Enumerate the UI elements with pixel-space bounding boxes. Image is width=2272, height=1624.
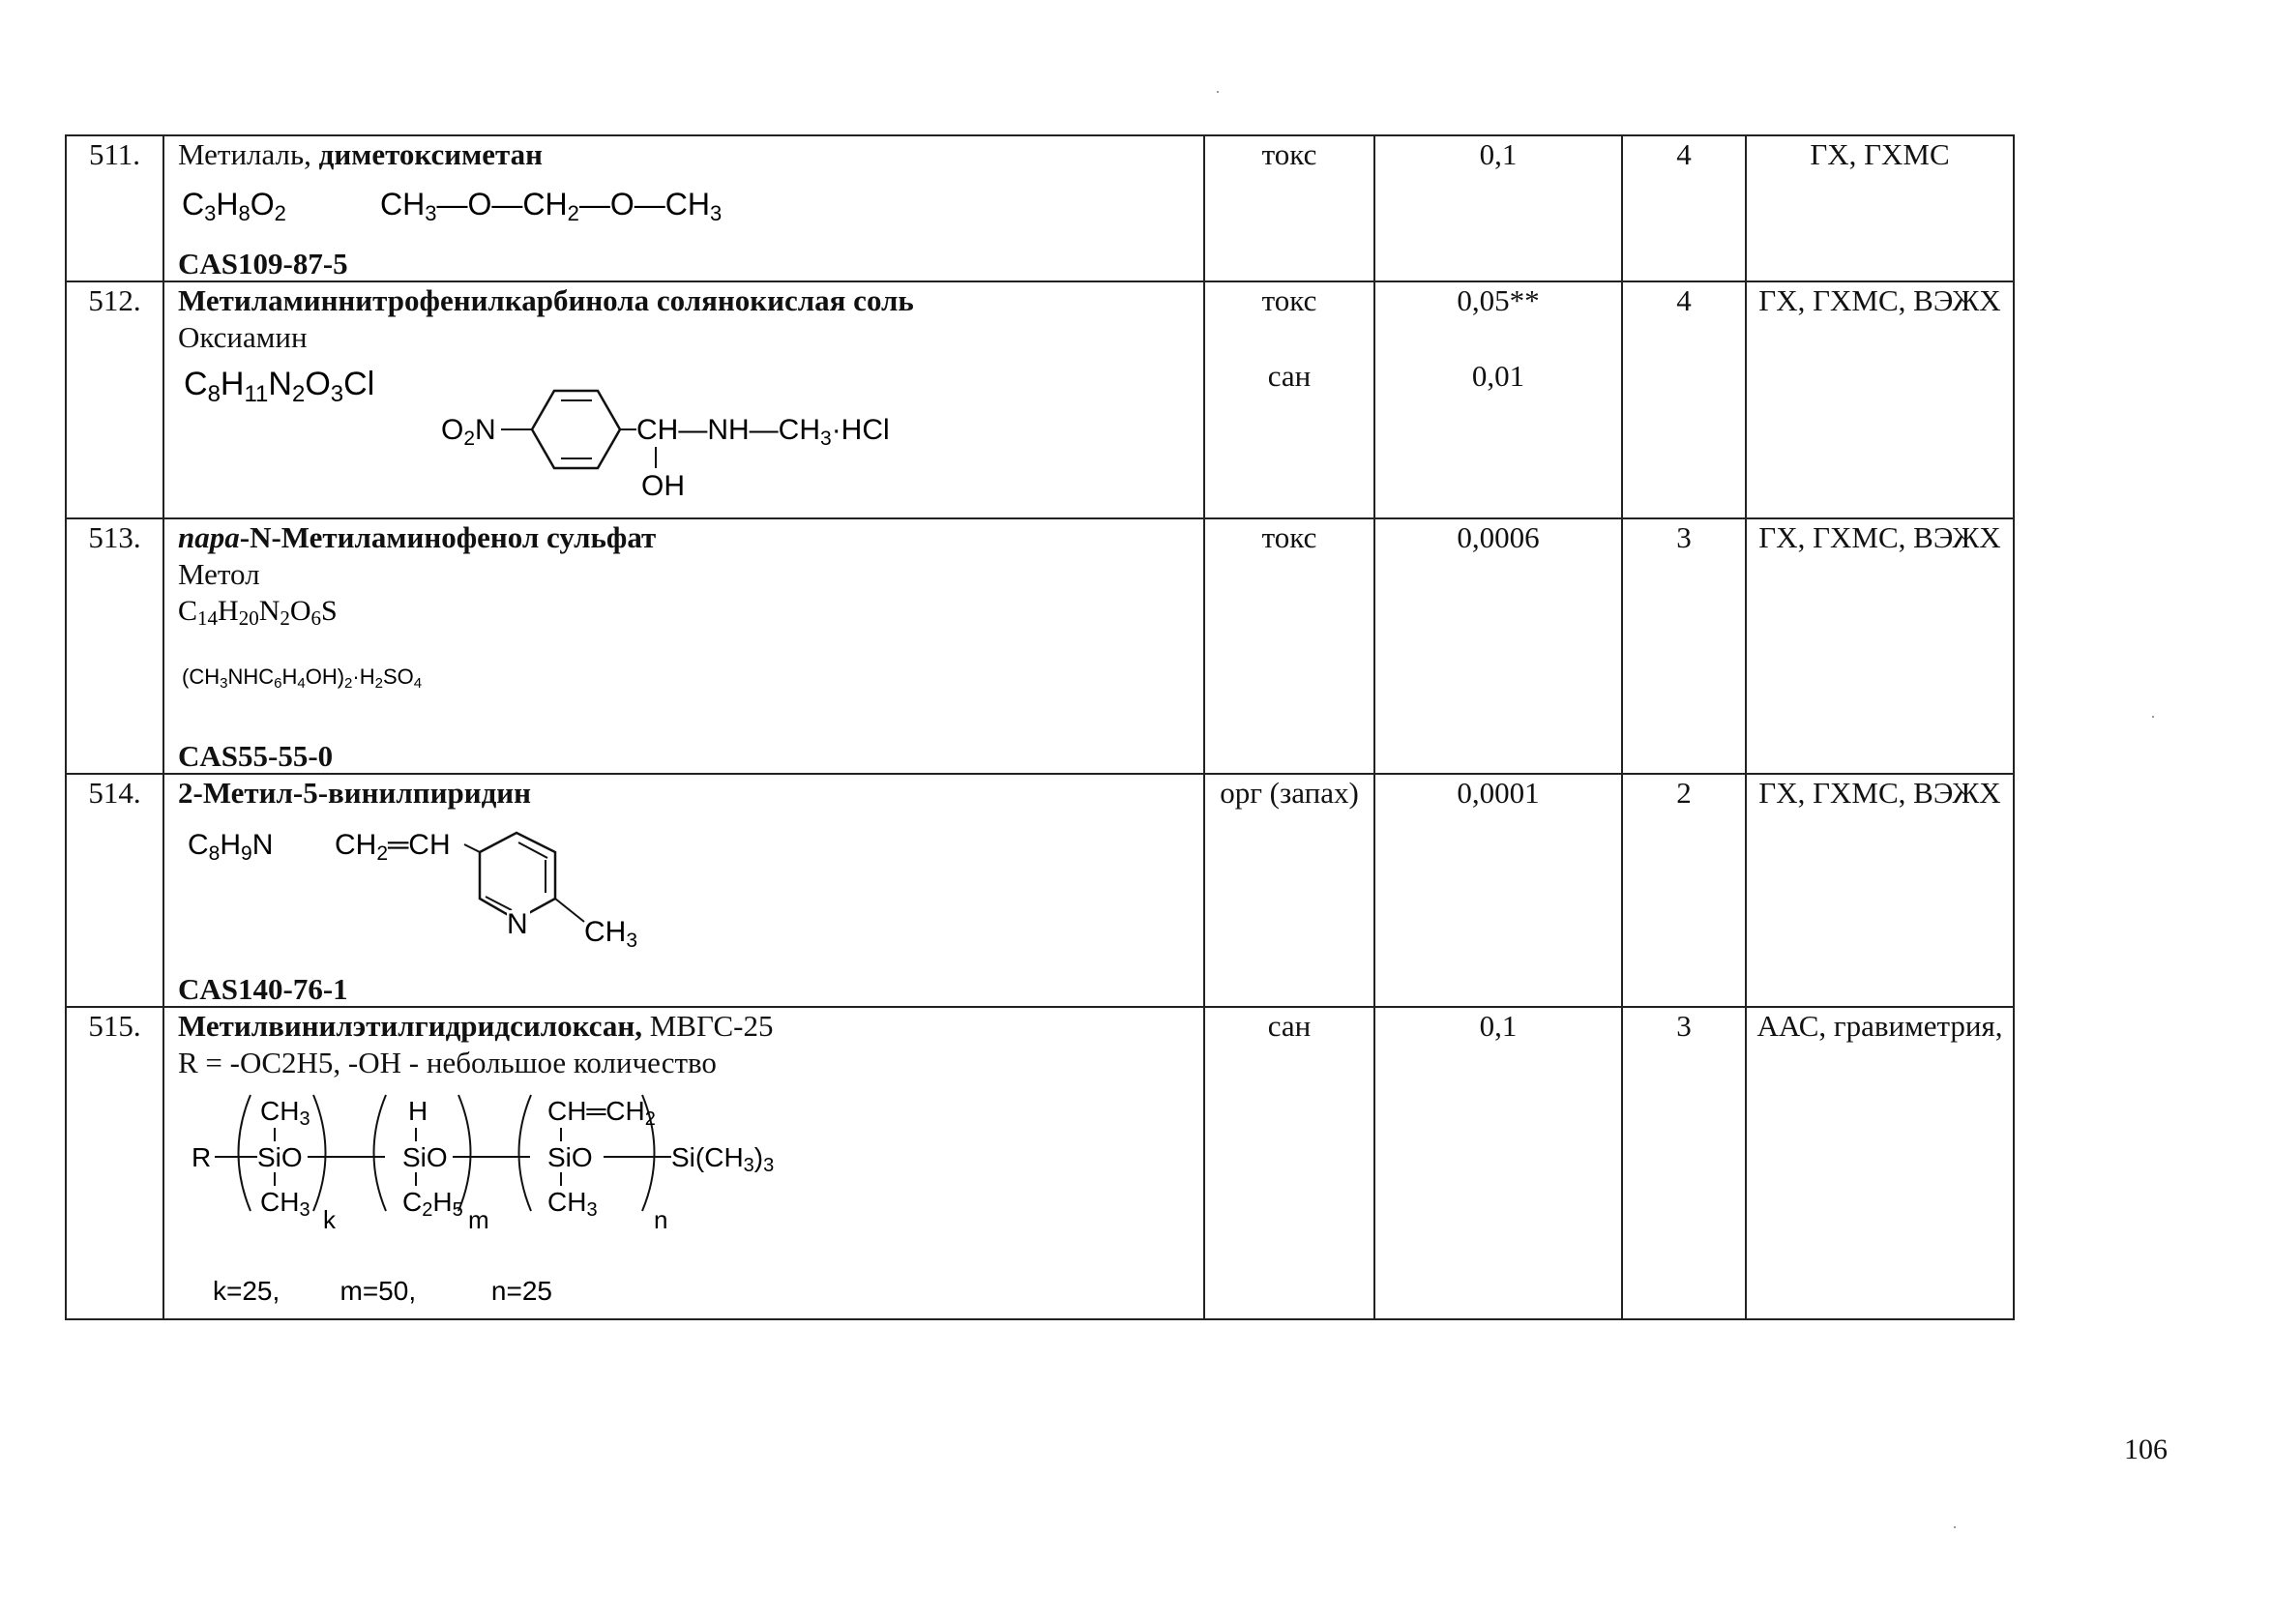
svg-text:C8H9N: $C_8H_9N$ (188, 829, 274, 865)
substance-cell (163, 518, 1204, 774)
svg-text:CH3—O—CH2—O—CH3: CH3—O—CH2—O—CH3 (380, 187, 723, 225)
svg-text:CH3: CH3 (547, 1187, 598, 1221)
structure-formula-511 (182, 180, 762, 228)
substance-name: 2-Метил-5-винилпиридин (178, 776, 532, 810)
table-row (66, 1007, 2014, 1319)
svg-text:C14H20N2O6S: C14H20N2O6S (178, 595, 338, 630)
svg-text:O2N: $O_2N$ (441, 414, 496, 450)
structure-formula-513 (182, 661, 569, 694)
svg-text:CH═CH2: CH═CH2 (547, 1096, 656, 1130)
row-number: 515. (66, 1007, 163, 1319)
substance-name: Метиламиннитрофенилкарбинола солянокислая соль (178, 283, 914, 317)
svg-text:SiO: SiO (547, 1142, 593, 1172)
value-2: 0,01 (1471, 359, 1525, 393)
table-row (66, 774, 2014, 1007)
method-cell: ГХ, ГХМС, ВЭЖХ (1746, 774, 2014, 1007)
substance-cell (163, 281, 1204, 518)
svg-text:SiO: SiO (257, 1142, 303, 1172)
svg-text:CH—NH—CH3·HCl: $CH—NH—CH_3\cdot HCl$ (636, 414, 890, 450)
substance-name: -N-Метиламинофенол сульфат (239, 520, 657, 554)
structure-formula-514 (178, 813, 855, 978)
row-number: 514. (66, 774, 163, 1007)
value: 0,05** (1457, 283, 1540, 317)
type-cell: токс (1204, 518, 1374, 774)
svg-text:CH3: CH3 (260, 1096, 310, 1130)
type-cell (1204, 281, 1374, 518)
svg-text:Si(CH3)3: Si(CH3)3 (671, 1142, 775, 1176)
value-cell: 0,0006 (1374, 518, 1622, 774)
cas-number: CAS55-55-0 (178, 739, 334, 773)
class-cell: 4 (1622, 281, 1746, 518)
svg-text:CH2═CH: $CH_2═CH$ (335, 829, 451, 865)
svg-text:CH3: CH3 (260, 1187, 310, 1221)
substance-cell (163, 1007, 1204, 1319)
substance-synonym: Метол (178, 557, 260, 591)
svg-text:C2H5: C2H5 (402, 1187, 463, 1221)
substance-name: Метилвинилэтилгидридсилоксан, (178, 1009, 642, 1043)
svg-text:H: H (408, 1096, 428, 1126)
value-cell: 0,1 (1374, 1007, 1622, 1319)
cas-number: CAS109-87-5 (178, 247, 348, 281)
svg-text:k=25, m=50, n=: k=25, m=50, n=25 (213, 1276, 552, 1306)
method-cell: ААС, гравиметрия, (1746, 1007, 2014, 1319)
value-cell (1374, 281, 1622, 518)
row-number: 513. (66, 518, 163, 774)
svg-text:(CH3NHC6H4OH)2·H2SO4: (CH3NHC6H4OH)2·H2SO4 (182, 664, 423, 692)
method-cell: ГХ, ГХМС (1746, 135, 2014, 281)
svg-text:k: k (323, 1205, 336, 1234)
structure-formula-512 (172, 360, 1043, 515)
scan-speck (2152, 716, 2154, 718)
svg-text:SiO: SiO (402, 1142, 448, 1172)
table-row (66, 135, 2014, 281)
class-cell: 3 (1622, 518, 1746, 774)
molecular-formula-513 (178, 591, 468, 630)
row-number: 511. (66, 135, 163, 281)
type-value-2: сан (1267, 359, 1312, 393)
substance-name-suffix: МВГС-25 (641, 1009, 774, 1043)
scan-speck (1954, 1526, 1956, 1528)
svg-text:OH: OH (641, 470, 685, 502)
row-number: 512. (66, 281, 163, 518)
class-cell: 3 (1622, 1007, 1746, 1319)
type-cell: орг (запах) (1204, 774, 1374, 1007)
svg-text:C8H11N2O3Cl: $C_8H_{11}N_2O_3Cl$ (184, 366, 375, 407)
substance-name: Метилаль, (178, 137, 319, 171)
cas-number: CAS140-76-1 (178, 972, 348, 1006)
substance-name-prefix: пара (178, 520, 240, 554)
class-cell: 4 (1622, 135, 1746, 281)
type-value: токс (1261, 283, 1317, 317)
type-cell: токс (1204, 135, 1374, 281)
polymer-indices (213, 1273, 696, 1312)
value-cell: 0,1 (1374, 135, 1622, 281)
substances-table (65, 134, 2015, 1320)
substance-note: R = -OC2H5, -OH - небольшое количество (178, 1046, 717, 1079)
svg-text:N: N (507, 908, 528, 940)
page-number: 106 (2124, 1433, 2168, 1465)
table-row (66, 518, 2014, 774)
class-cell: 2 (1622, 774, 1746, 1007)
svg-text:C3H8O2: C3H8O2 (182, 187, 286, 225)
value-cell: 0,0001 (1374, 774, 1622, 1007)
type-cell: сан (1204, 1007, 1374, 1319)
substance-cell (163, 135, 1204, 281)
svg-text:CH3: $CH_3$ (584, 916, 638, 952)
method-cell: ГХ, ГХМС, ВЭЖХ (1746, 518, 2014, 774)
svg-text:n: n (654, 1205, 668, 1234)
substance-cell (163, 774, 1204, 1007)
table-row (66, 281, 2014, 518)
svg-text:m: m (468, 1205, 489, 1234)
structure-formula-515 (178, 1085, 913, 1279)
substance-name-bold: диметоксиметан (318, 137, 543, 171)
scan-speck (1217, 91, 1219, 93)
method-cell: ГХ, ГХМС, ВЭЖХ (1746, 281, 2014, 518)
svg-text:R: R (192, 1142, 212, 1172)
substance-synonym: Оксиамин (178, 320, 308, 354)
